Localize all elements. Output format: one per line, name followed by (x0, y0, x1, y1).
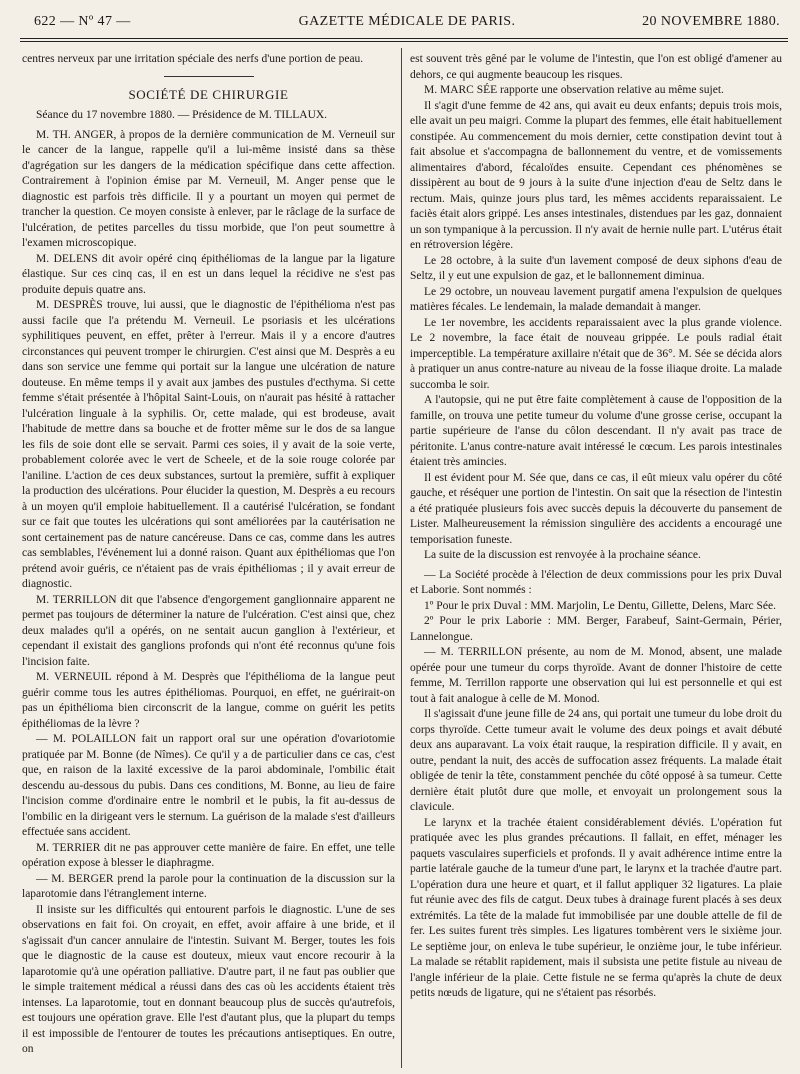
page-header (34, 14, 780, 36)
paragraph: Le 1er novembre, les accidents reparaissaient avec la plus grande violence. Le 2 novembre, la face était de nouveau grippée. Le pouls radial était imperceptible. La température axillaire n'était que de 36°. M. Sée se décida alors à pratiquer un anus contre-nature au niveau de la fosse iliaque droite. La malade succomba le soir. (410, 316, 782, 391)
paragraph: — La Société procède à l'élection de deux commissions pour les prix Duval et Laborie. Sont nommés : (410, 568, 782, 596)
continued-paragraph: centres nerveux par une irritation spéciale des nerfs d'une portion de peau. (22, 53, 364, 65)
paragraph: M. DELENS dit avoir opéré cinq épithéliomas de la langue par la ligature élastique. Sur ces cinq cas, il en est un dans lequel la récidive ne s'est pas produite depuis quatre ans. (22, 252, 395, 296)
issue-date: 20 NOVEMBRE 1880. (642, 14, 780, 29)
section-separator (164, 76, 254, 77)
column-divider (401, 48, 402, 1068)
seance-line: Séance du 17 novembre 1880. — Présidence de M. TILLAUX. (36, 109, 328, 121)
paragraph: Il est évident pour M. Sée que, dans ce cas, il eût mieux valu opérer du côté gauche, et réséquer une portion de l'intestin. On sait que la résection de l'intestin a été pratiquée plusieurs fois avec succès depuis la découverte du pansement de Lister. Malheureusement la rémission singulière des accidents a encouragé une temporisation funeste. (410, 471, 782, 546)
paragraph: M. MARC SÉE rapporte une observation relative au même sujet. (424, 84, 724, 96)
paragraph: M. TERRIER dit ne pas approuver cette manière de faire. En effet, une telle opération expose à blesser le diaphragme. (22, 841, 395, 869)
paragraph: 2º Pour le prix Laborie : MM. Berger, Farabeuf, Saint-Germain, Périer, Lannelongue. (410, 615, 782, 643)
page-number: 622 — Nº 47 — (34, 14, 131, 29)
paragraph: — M. POLAILLON fait un rapport oral sur une opération d'ovariotomie pratiquée par M. Bonne (de Nîmes). Ce qu'il y a de particulier dans ce cas, c'est que, en raison de la laxité excessive de la paroi abdominale, l'ombilic était descendu au-dessous du pubis. Dans ces conditions, M. Bonne, au lieu de faire l'incision comme d'ordinaire entre le nombril et le pubis, la fit au-dessus de l'ombilic en la dirigeant vers le sternum. La guérison de la malade s'est d'ailleurs effectuée sans accident. (22, 733, 395, 838)
paragraph: M. DESPRÈS trouve, lui aussi, que le diagnostic de l'épithélioma n'est pas aussi facile que l'a prétendu M. Verneuil. Le psoriasis et les ulcérations syphilitiques peuvent, en effet, prêter à l'erreur. Mais il y a encore d'autres circonstances qui peuvent tromper le chirurgien. C'est ainsi que M. Desprès a eu dans son service une femme qui portait sur la langue une ulcération de nature douteuse. En même temps il y avait aux jambes des pustules d'ecthyma. Si cette femme s'était présentée à l'hôpital Saint-Louis, on n'aurait pas hésité à rattacher l'ulcération linguale à la syphilis. Or, cette malade, qui est brodeuse, avait l'habitude de mettre dans sa bouche et de frotter même sur le dos de sa langue les fils de soie dont elle se servait. Parmi ces soies, il y avait de la soie verte, probablement colorée avec le vert de Scheele, et de la soie rouge colorée par l'aniline. L'action de ces deux substances, surtout la première, suffit à expliquer la production des ulcérations. Pour élucider la question, M. Desprès a eu recours à un moyen qu'il emploie habituellement. Il a cautérisé l'ulcération, se fondant sur ce fait que toutes les ulcérations qui sont améliorées par la cautérisation ne sont certainement pas de nature cancéreuse. Dans ce cas, comme dans les autres cas semblables, l'événement lui a donné raison. Quant aux épithéliomas que l'on prétend avoir guéris, ce n'étaient pas de vrais épithéliomas ; il y avait erreur de diagnostic. (22, 299, 395, 590)
paragraph: — M. BERGER prend la parole pour la continuation de la discussion sur la laparotomie dans l'étranglement interne. (22, 872, 395, 900)
continued-paragraph: est souvent très gêné par le volume de l'intestin, que l'on est obligé d'amener au dehors, ce qui augmente beaucoup les risques. (410, 53, 782, 81)
paragraph: Il s'agit d'une femme de 42 ans, qui avait eu deux enfants; depuis trois mois, elle avait un peu maigri. Comme la plupart des femmes, elle était habituellement constipée. Au commencement du mois dernier, cette constipation devint tout à fait absolue et s'accompagna de ballonnement du ventre, et de vomissements alimentaires d'abord, fécaloïdes ensuite. Cependant ces phénomènes se dissipèrent au bout de 9 jours à la suite d'une injection d'eau de Seltz dans le rectum. Mais, quinze jours plus tard, les mêmes accidents reparaissaient. Le faciès était alors grippé. Les anses intestinales, distendues par les gaz, donnaient un son tympanique à la percussion. Il n'y avait de hernie nulle part. L'utérus était en rétroversion légère. (410, 99, 782, 251)
left-column (22, 52, 395, 1066)
paragraph: 1º Pour le prix Duval : MM. Marjolin, Le Dentu, Gillette, Delens, Marc Sée. (424, 599, 777, 612)
paragraph: Il s'agissait d'une jeune fille de 24 ans, qui portait une tumeur du lobe droit du corps thyroïde. Cette tumeur avait le volume des deux poings et avait débuté deux ans auparavant. La voix était rauque, la respiration difficile. Il y avait, en outre, pendant la nuit, des accès de suffocation assez fréquents. La malade était obligée de tenir la tête, constamment penchée du côté opposé à sa tumeur. Cette dernière était plutôt dure que molle, et envoyait un prolongement sous la clavicule. (410, 708, 782, 813)
paragraph: Le larynx et la trachée étaient considérablement déviés. L'opération fut pratiquée avec les plus grandes précautions. Il fallait, en effet, ménager les paquets vasculaires superficiels et profonds. Il y avait adhérence intime entre la partie latérale gauche de la tumeur d'une part, le larynx et la trachée d'autre part. L'opération dura une heure et quart, et il fallut appliquer 32 ligatures. La plaie fut réunie avec des fils de catgut. Deux tubes à drainage furent placés à ses deux extrémités. La tête de la malade fut immobilisée par une double attelle de fil de fer. Les suites furent très simples. Les ligatures tombèrent vers le sixième jour. Le septième jour, on enleva le tube supérieur, le onzième jour, le tube inférieur. La malade se rétablit rapidement, mais il subsista une petite fistule au niveau de l'angle inférieur de la plaie. Cette fistule ne se ferma qu'après la chute de deux petits nœuds de ligature, qui ne s'étaient pas résorbés. (410, 816, 782, 999)
paragraph: M. VERNEUIL répond à M. Desprès que l'épithélioma de la langue peut guérir comme tous les autres épithéliomas. Pourquoi, en effet, ne guérirait-on pas un épithélioma bien circonscrit de la langue, comme on guérit les petits épithéliomas de la lèvre ? (22, 671, 395, 730)
paragraph: M. TH. ANGER, à propos de la dernière communication de M. Verneuil sur le cancer de la langue, rappelle qu'il a lui-même insisté dans sa thèse d'agrégation sur les dangers de la médication spécifique dans cette affection. Contrairement à l'opinion émise par M. Verneuil, M. Anger pense que le diagnostic est parfois très difficile. Il y a pourtant un moyen qui permet de trancher la question. Ce moyen consiste à enlever, par le râclage de la surface de l'ulcération, de petites parcelles du tissu morbide, que l'on peut soumettre à l'examen microscopique. (22, 128, 395, 249)
paragraph: Le 28 octobre, à la suite d'un lavement composé de deux siphons d'eau de Seltz, il y eut une expulsion de gaz, et le ballonnement diminua. (410, 254, 782, 282)
paragraph: Le 29 octobre, un nouveau lavement purgatif amena l'expulsion de quelques matières fécales. Le lendemain, la malade demandait à manger. (410, 285, 782, 313)
paragraph: La suite de la discussion est renvoyée à la prochaine séance. (424, 549, 701, 561)
journal-title: GAZETTE MÉDICALE DE PARIS. (298, 14, 516, 29)
header-rule (20, 38, 788, 42)
paragraph: — M. TERRILLON présente, au nom de M. Monod, absent, une malade opérée pour une tumeur du corps thyroïde. Avant de donner l'histoire de cette femme, M. Terrillon rapporte une observation qui lui est personnelle et qui est tout à fait analogue à celle de M. Monod. (410, 646, 782, 705)
section-title: SOCIÉTÉ DE CHIRURGIE (128, 86, 289, 102)
right-column (410, 52, 782, 1066)
paragraph: M. TERRILLON dit que l'absence d'engorgement ganglionnaire apparent ne permet pas toujours de déterminer la nature de l'ulcération. C'est ainsi que, chez deux malades qu'il a opérés, on ne sentait aucun ganglion à l'extérieur, et cependant il existait des ganglions profonds qui n'ont été reconnus qu'une fois l'incision faite. (22, 593, 395, 668)
paragraph: Il insiste sur les difficultés qui entourent parfois le diagnostic. L'une de ses observations en fait foi. On croyait, en effet, avoir affaire à une bride, et il s'agissait d'un cancer annulaire de l'intestin. Suivant M. Berger, toutes les fois que le diagnostic de la cause est douteux, mieux vaut encore recourir à la laparotomie qu'à une opération palliative. D'autre part, il ne faut pas oublier que le simple traitement médical a réussi dans des cas où les accidents étaient très intenses. La laparotomie, tout en donnant beaucoup plus de succès qu'autrefois, est toujours une opération grave. Elle l'est d'autant plus, que la plupart du temps il est impossible de l'entourer de toutes les précautions antiseptiques. En outre, on (22, 903, 395, 1055)
paragraph: A l'autopsie, qui ne put être faite complètement à cause de l'opposition de la famille, on trouva une petite tumeur du volume d'une grosse cerise, occupant la partie supérieure de l'anse du côlon descendant. Il n'y avait pas trace de péritonite. L'anus contre-nature avait intéressé le cœcum. Les parois intestinales étaient très amincies. (410, 394, 782, 468)
